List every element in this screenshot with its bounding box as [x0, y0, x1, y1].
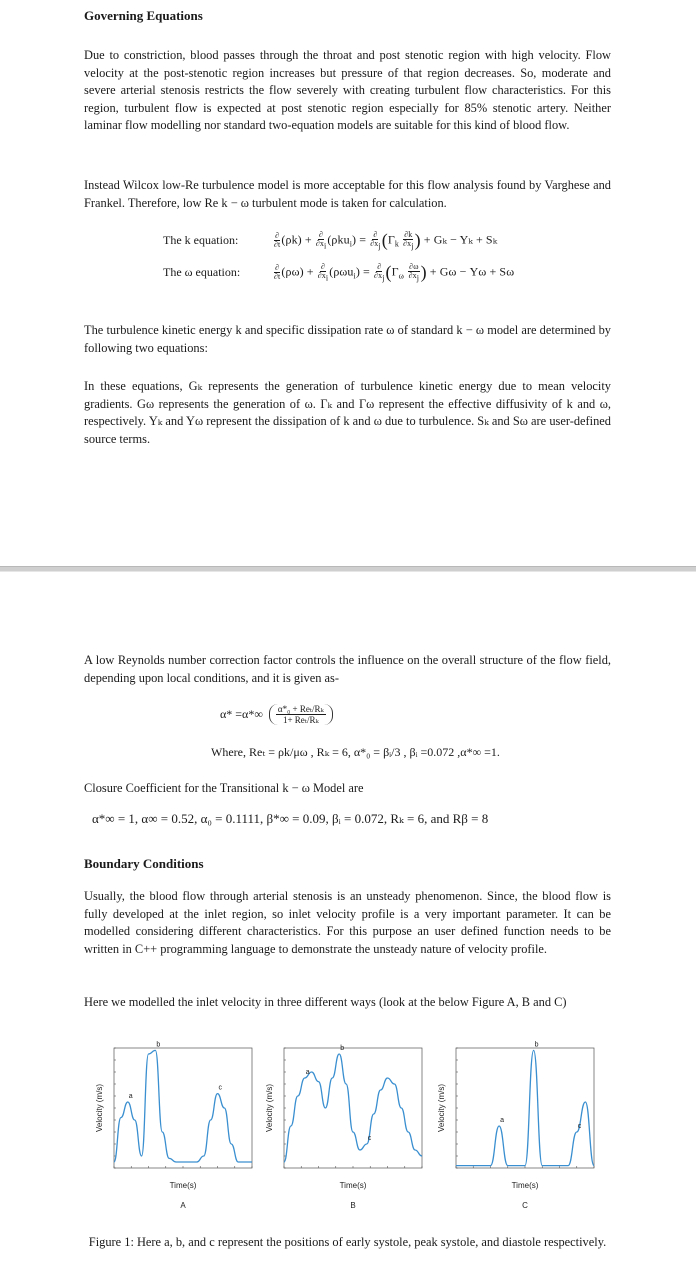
- paragraph-text: The turbulence kinetic energy k and specific dissipation rate ω of standard k − ω model are determined by following two equations:: [84, 323, 611, 355]
- y-axis-label: Velocity (m/s): [95, 1083, 104, 1133]
- k-equation-rhs: + Gₖ − Yₖ + Sₖ: [423, 232, 498, 247]
- boundary-conditions-heading: [84, 856, 611, 872]
- paragraph: [84, 378, 611, 448]
- chart-b: [258, 1042, 430, 1223]
- alpha-denominator: 1+ Reₜ/Rₖ: [282, 715, 319, 725]
- x-axis-label: Time(s): [169, 1181, 197, 1190]
- section-heading: Governing Equations: [84, 8, 203, 23]
- where-line: [211, 744, 611, 762]
- alpha-numerator: α*₀ + Reₜ/Rₖ: [277, 704, 324, 714]
- velocity-line: [114, 1050, 252, 1162]
- y-axis-label: Velocity (m/s): [265, 1083, 274, 1133]
- omega-equation-rhs: + Gω − Yω + Sω: [429, 264, 515, 279]
- paragraph: [84, 322, 611, 357]
- velocity-line: [284, 1054, 422, 1162]
- point-label-a: a: [500, 1117, 505, 1124]
- point-label-c: c: [367, 1135, 372, 1142]
- velocity-line: [456, 1050, 594, 1165]
- where-line-text: Where, Reₜ = ρk/μω , Rₖ = 6, α*₀ = βᵢ/3 , βᵢ =0.072 ,α*∞ =1.: [211, 745, 500, 759]
- paragraph: [84, 994, 611, 1012]
- point-label-c: c: [577, 1123, 582, 1130]
- k-equation-label: The k equation:: [163, 233, 239, 247]
- panel-label: B: [350, 1201, 356, 1210]
- omega-equation-label: The ω equation:: [163, 265, 241, 279]
- closure-title: [84, 780, 611, 798]
- page-2: [0, 572, 696, 1280]
- point-label-a: a: [128, 1093, 133, 1100]
- closure-title-text: Closure Coefficient for the Transitional k − ω Model are: [84, 781, 364, 795]
- alpha-equation-lhs: α* =α*∞: [220, 707, 263, 721]
- point-label-c: c: [218, 1084, 222, 1092]
- paragraph: [84, 652, 611, 687]
- plot-frame: [456, 1048, 594, 1168]
- x-axis-label: Time(s): [339, 1181, 367, 1190]
- paragraph-text: Instead Wilcox low-Re turbulence model is more acceptable for this flow analysis found by Varghese and Frankel. Therefore, low Re k − ω turbulent mode is taken for calculation.: [84, 178, 611, 210]
- alpha-equation: [220, 704, 333, 725]
- paragraph-text: In these equations, Gₖ represents the generation of turbulence kinetic energy due to mean velocity gradients. Gω represents the generation of ω. Γₖ and Γω represent the effective diffusivity of k and ω, respectively. Yₖ and Yω represent the dissipation of k and ω due to turbulence. Sₖ and Sω are user-defined source terms.: [84, 379, 611, 446]
- paragraph-text: A low Reynolds number correction factor controls the influence on the overall structure of the flow field, depending upon local conditions, and it is given as-: [84, 653, 611, 685]
- figure-caption: Figure 1: Here a, b, and c represent the positions of early systole, peak systole, and diastole respectively.: [88, 1235, 607, 1249]
- omega-equation-body: $\frac{\partial}{\partial t}$ (ρω) + $\frac{\partial}{\partial x_i}$ (ρωu$_i$) = $\frac{\partial}{\partial x_j}$ ($\Gamma_\omega$ $\frac{\partial\omega}{\partial x_j}$ ) + Gω − Yω + Sω: [274, 261, 515, 283]
- y-axis-label: Velocity (m/s): [437, 1083, 446, 1133]
- paragraph-text: Here we modelled the inlet velocity in three different ways (look at the below Figure A, B and C): [84, 995, 567, 1009]
- alpha-equation-fraction: [269, 704, 333, 725]
- section-heading: Boundary Conditions: [84, 856, 204, 871]
- point-label-b: b: [534, 1041, 539, 1049]
- plot-frame: [114, 1048, 252, 1168]
- chart-c: [430, 1042, 602, 1223]
- k-equation-body: $\frac{\partial}{\partial t}$ (ρk) + $\frac{\partial}{\partial x_i}$ (ρku$_i$) = $\frac{\partial}{\partial x_j}$ ($\Gamma_k$ $\frac{\partial k}{\partial x_j}$ ) + Gₖ − Yₖ + Sₖ: [274, 229, 498, 251]
- chart-a-svg: [88, 1042, 260, 1218]
- x-axis-label: Time(s): [511, 1181, 539, 1190]
- page-1: [0, 0, 696, 566]
- chart-a: [88, 1042, 260, 1223]
- paragraph-text: Usually, the blood flow through arterial stenosis is an unsteady phenomenon. Since, the blood flow is fully developed at the inlet region, so inlet velocity profile is a very important parameter. It can be modelled considering different characteristics. For this purpose an user defined function needs to be written in C++ programming language to demonstrate the unsteady nature of velocity profile.: [84, 889, 611, 956]
- panel-label: A: [180, 1201, 186, 1210]
- chart-b-svg: [258, 1042, 430, 1218]
- chart-c-svg: [430, 1042, 602, 1218]
- section-governing-equations: [84, 8, 611, 24]
- paragraph: [84, 888, 611, 958]
- point-label-b: b: [156, 1041, 161, 1049]
- point-label-b: b: [340, 1045, 345, 1052]
- panel-label: C: [522, 1201, 528, 1210]
- point-label-a: a: [305, 1069, 310, 1076]
- paragraph-text: Due to constriction, blood passes through the throat and post stenotic region with high velocity. Flow velocity at the post-stenotic region increases but pressure of that region decreases. So, moderate and severe arterial stenosis restricts the flow severely with creating turbulent flow characteristics. For this region, turbulent flow is expected at post stenotic region especially for 85% stenotic artery. Neither laminar flow modelling nor standard two-equation models are suitable for this kind of blood flow.: [84, 48, 611, 133]
- closure-values-text: α*∞ = 1, α∞ = 0.52, α₀ = 0.1111, β*∞ = 0.09, βᵢ = 0.072, Rₖ = 6, and Rβ = 8: [92, 811, 489, 826]
- closure-values: [92, 810, 612, 828]
- omega-equation: [163, 262, 514, 283]
- paragraph: [84, 47, 611, 135]
- k-equation: [163, 230, 497, 251]
- paragraph: [84, 177, 611, 212]
